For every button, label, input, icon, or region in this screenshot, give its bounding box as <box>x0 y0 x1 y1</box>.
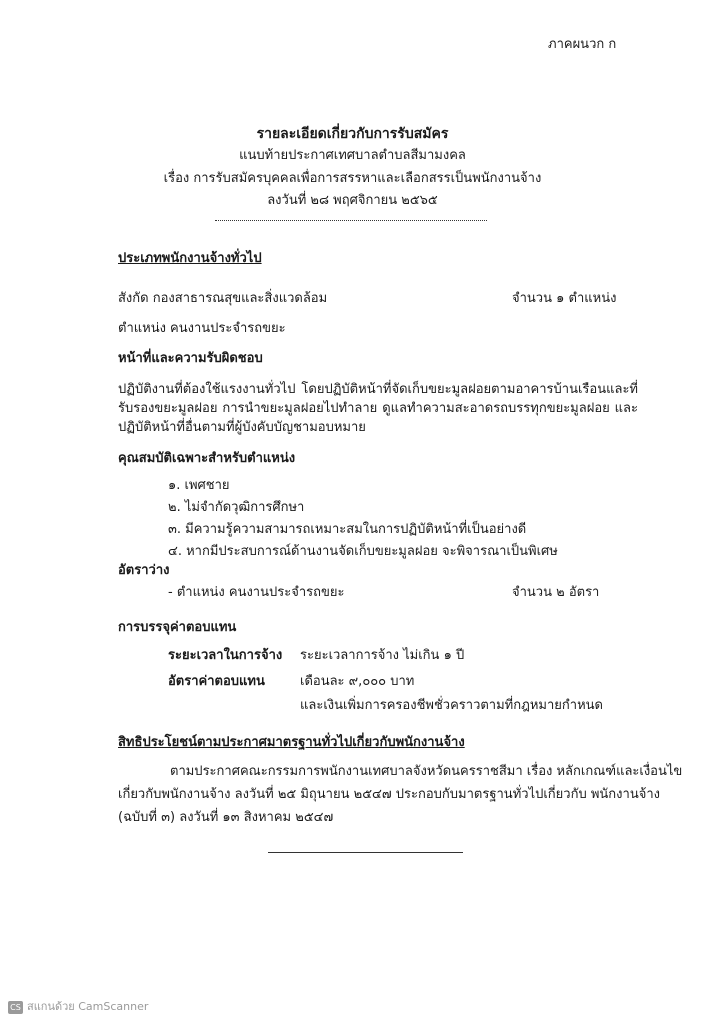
watermark-text: สแกนด้วย CamScanner <box>27 1000 149 1013</box>
vacancy-item: - ตำแหน่ง คนงานประจำรถขยะ <box>168 585 345 600</box>
affiliation-text: สังกัด กองสาธารณสุขและสิ่งแวดล้อม <box>118 291 328 306</box>
header-line-2: แนบท้ายประกาศเทศบาลตำบลสีมามงคล <box>239 148 466 163</box>
employment-period-value: ระยะเวลาการจ้าง ไม่เกิน ๑ ปี <box>300 648 465 663</box>
vacancy-heading: อัตราว่าง <box>118 563 170 578</box>
header-line-4: ลงวันที่ ๒๘ พฤศจิกายน ๒๕๖๕ <box>267 193 438 208</box>
camscanner-logo-icon: CS <box>8 1001 23 1014</box>
dotted-divider <box>215 220 487 221</box>
vacancy-count: จำนวน ๒ อัตรา <box>512 585 600 600</box>
qualification-item-1: ๑. เพศชาย <box>168 478 230 493</box>
qualifications-heading: คุณสมบัติเฉพาะสำหรับตำแหน่ง <box>118 451 296 466</box>
camscanner-watermark <box>8 1000 148 1014</box>
qualification-item-4: ๔. หากมีประสบการณ์ด้านงานจัดเก็บขยะมูลฝอย จะพิจารณาเป็นพิเศษ <box>168 544 558 559</box>
employee-type-heading: ประเภทพนักงานจ้างทั่วไป <box>118 251 262 266</box>
duties-heading: หน้าที่และความรับผิดชอบ <box>118 351 263 366</box>
duties-paragraph: ปฏิบัติงานที่ต้องใช้แรงงานทั่วไป โดยปฏิบัติหน้าที่จัดเก็บขยะมูลฝอยตามอาคารบ้านเรือนและที่รับรองขยะมูลฝอย การนำขยะมูลฝอยไปทำลาย ดูแลทำความสะอาดรถบรรทุกขยะมูลฝอย และปฏิบัติหน้าที่อื่นตามที่ผู้บังคับบัญชามอบหมาย <box>118 382 638 435</box>
rate-label: อัตราค่าตอบแทน <box>168 674 265 689</box>
rate-extra: และเงินเพิ่มการครองชีพชั่วคราวตามที่กฎหมายกำหนด <box>300 698 603 713</box>
closing-divider <box>268 852 463 853</box>
header-line-3: เรื่อง การรับสมัครบุคคลเพื่อการสรรหาและเลือกสรรเป็นพนักงานจ้าง <box>163 171 542 186</box>
document-title: รายละเอียดเกี่ยวกับการรับสมัคร <box>256 126 449 142</box>
benefits-heading: สิทธิประโยชน์ตามประกาศมาตรฐานทั่วไปเกี่ยวกับพนักงานจ้าง <box>118 735 465 750</box>
benefits-line-3: (ฉบับที่ ๓) ลงวันที่ ๑๓ สิงหาคม ๒๕๔๗ <box>118 810 334 825</box>
appendix-label: ภาคผนวก ก <box>548 37 617 52</box>
benefits-line-1: ตามประกาศคณะกรรมการพนักงานเทศบาลจังหวัดนครราชสีมา เรื่อง หลักเกณฑ์และเงื่อนไข <box>170 764 683 779</box>
qualification-item-2: ๒. ไม่จำกัดวุฒิการศึกษา <box>168 500 305 515</box>
rate-value: เดือนละ ๙,๐๐๐ บาท <box>300 674 415 689</box>
qualification-item-3: ๓. มีความรู้ความสามารถเหมาะสมในการปฏิบัติหน้าที่เป็นอย่างดี <box>168 522 527 537</box>
benefits-line-2: เกี่ยวกับพนักงานจ้าง ลงวันที่ ๒๕ มิถุนายน ๒๕๔๗ ประกอบกับมาตรฐานทั่วไปเกี่ยวกับ พนักงานจ้าง <box>118 787 660 802</box>
position-count: จำนวน ๑ ตำแหน่ง <box>512 291 617 306</box>
compensation-heading: การบรรจุค่าตอบแทน <box>118 620 237 635</box>
employment-period-label: ระยะเวลาในการจ้าง <box>168 648 283 663</box>
position-title: ตำแหน่ง คนงานประจำรถขยะ <box>118 321 286 336</box>
